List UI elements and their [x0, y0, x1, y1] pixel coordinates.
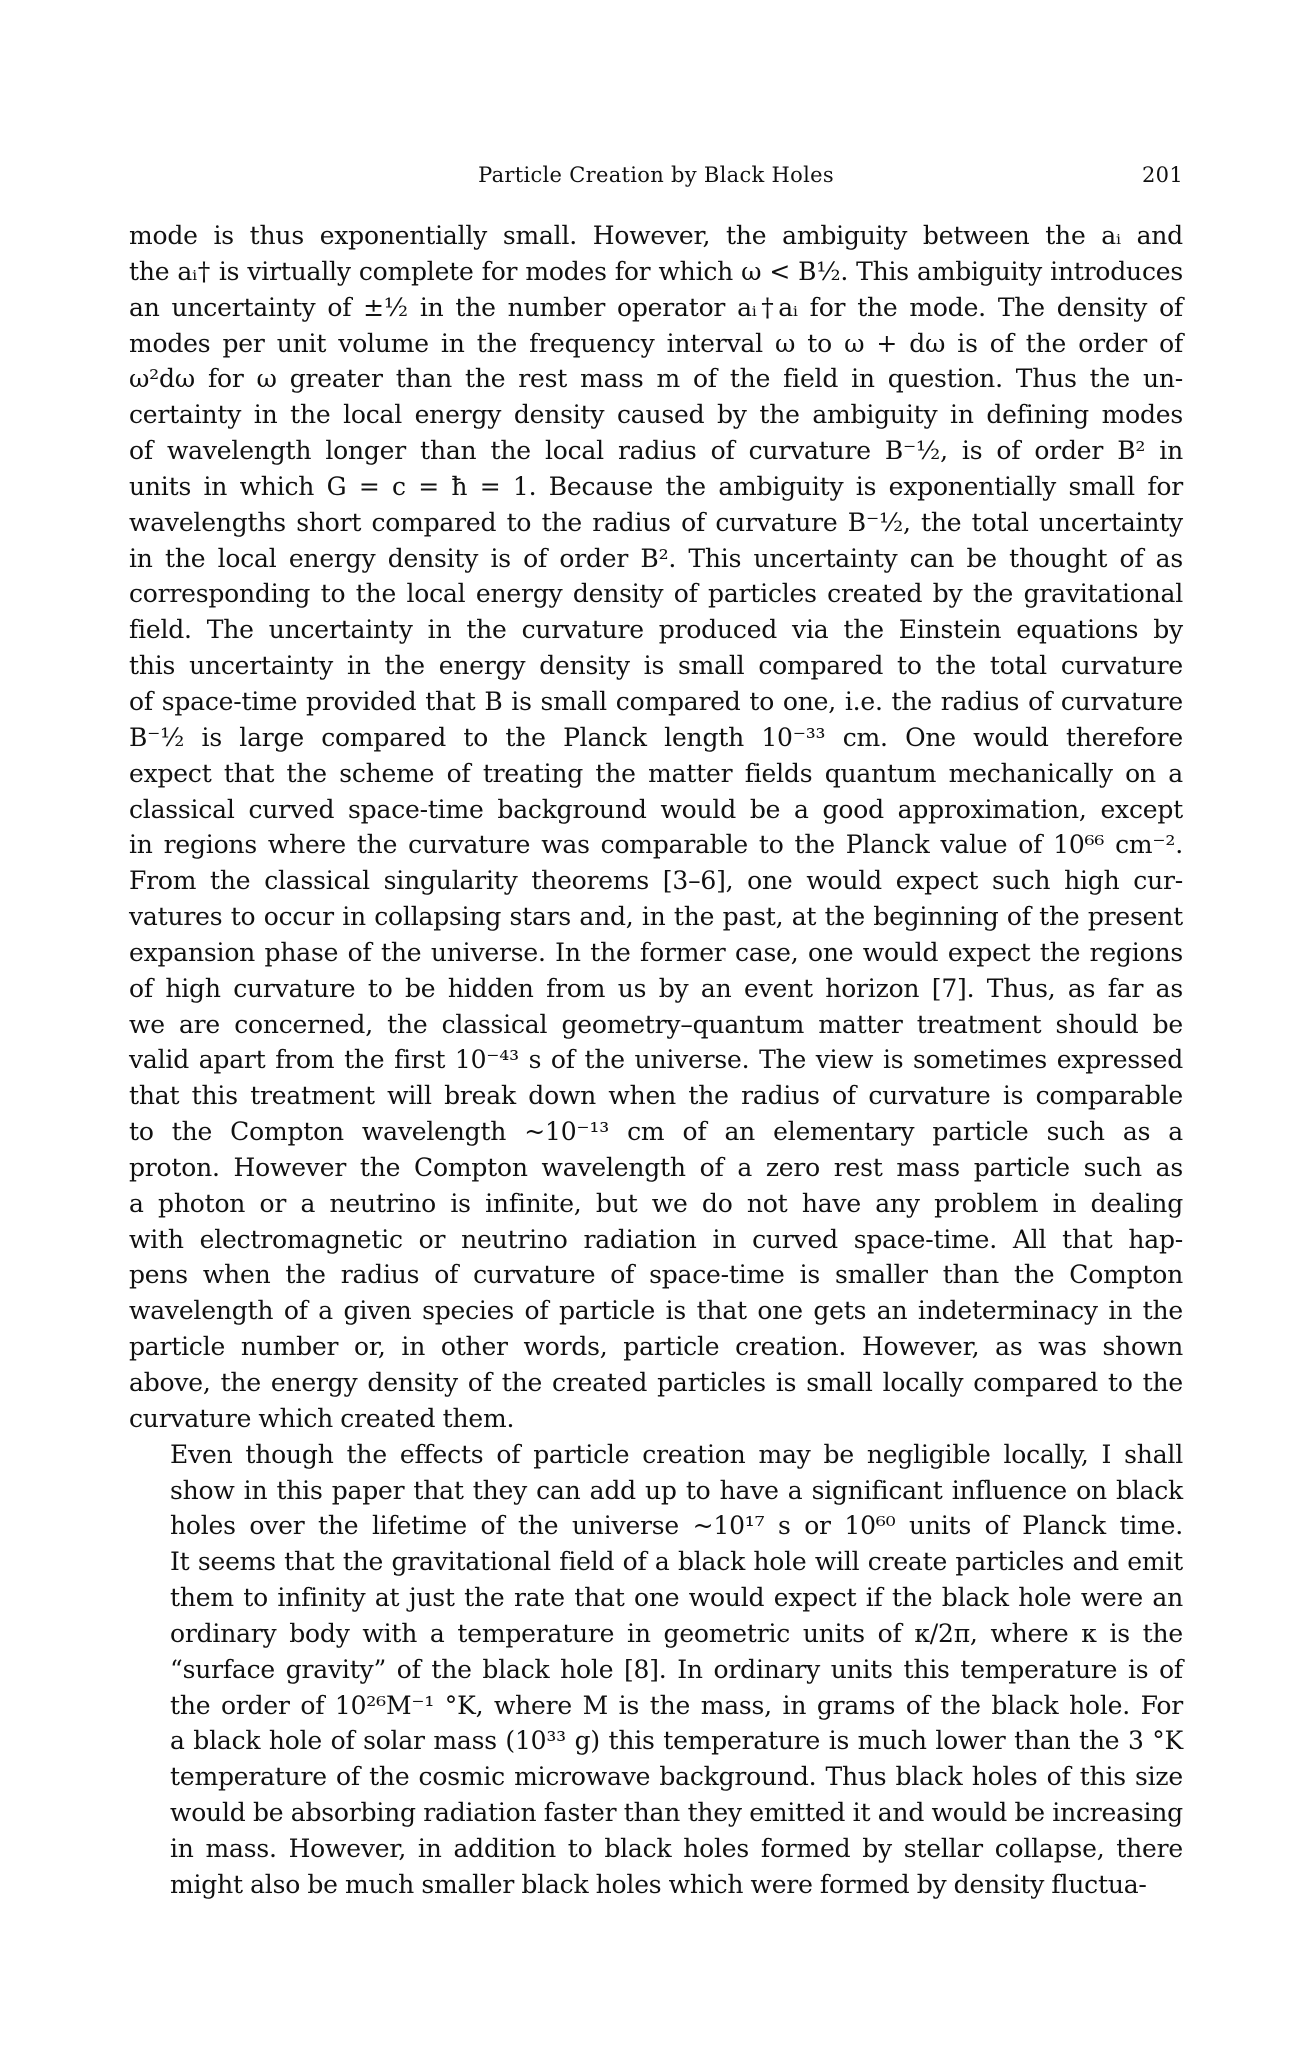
text-line: B⁻½ is large compared to the Planck length 10⁻³³ cm. One would therefore	[129, 722, 1183, 752]
running-header	[129, 163, 1183, 203]
text-line: the order of 10²⁶M⁻¹ °K, where M is the mass, in grams of the black hole. For	[170, 1690, 1183, 1720]
text-line: From the classical singularity theorems [3–6], one would expect such high cur-	[129, 866, 1183, 896]
text-line: would be absorbing radiation faster than they emitted it and would be increasing	[170, 1798, 1183, 1828]
text-line: valid apart from the first 10⁻⁴³ s of the universe. The view is sometimes expressed	[129, 1045, 1183, 1075]
text-line: units in which G = c = ħ = 1. Because the ambiguity is exponentially small for	[129, 471, 1183, 501]
text-line: show in this paper that they can add up to have a significant influence on black	[170, 1475, 1183, 1505]
text-line: in mass. However, in addition to black holes formed by stellar collapse, there	[170, 1833, 1183, 1863]
page-number: 201	[1142, 163, 1183, 187]
text-line: expansion phase of the universe. In the former case, one would expect the regions	[129, 937, 1183, 967]
text-line: a black hole of solar mass (10³³ g) this temperature is much lower than the 3 °K	[170, 1726, 1183, 1756]
text-line: curvature which created them.	[129, 1403, 515, 1433]
text-line: them to infinity at just the rate that one would expect if the black hole were an	[170, 1583, 1183, 1613]
text-line: field. The uncertainty in the curvature produced via the Einstein equations by	[129, 615, 1183, 645]
text-line: wavelength of a given species of particle is that one gets an indeterminacy in the	[129, 1296, 1183, 1326]
text-line: ω²dω for ω greater than the rest mass m of the field in question. Thus the un-	[129, 364, 1183, 394]
text-line: It seems that the gravitational field of a black hole will create particles and emit	[170, 1547, 1183, 1577]
text-line: an uncertainty of ±½ in the number operator aᵢ†aᵢ for the mode. The density of	[129, 292, 1183, 322]
text-line: ordinary body with a temperature in geometric units of κ/2π, where κ is the	[170, 1618, 1183, 1648]
text-line: of space-time provided that B is small compared to one, i.e. the radius of curvature	[129, 686, 1183, 716]
text-line: certainty in the local energy density caused by the ambiguity in defining modes	[129, 400, 1183, 430]
paragraph	[129, 1437, 1183, 1903]
text-line: modes per unit volume in the frequency interval ω to ω + dω is of the order of	[129, 328, 1183, 358]
text-line: holes over the lifetime of the universe ~10¹⁷ s or 10⁶⁰ units of Planck time.	[170, 1511, 1183, 1541]
text-line: in the local energy density is of order B². This uncertainty can be thought of as	[129, 543, 1183, 573]
text-line: particle number or, in other words, particle creation. However, as was shown	[129, 1332, 1183, 1362]
text-line: that this treatment will break down when the radius of curvature is comparable	[129, 1081, 1183, 1111]
paragraph	[129, 218, 1183, 1437]
running-title: Particle Creation by Black Holes	[478, 163, 834, 187]
text-line: in regions where the curvature was comparable to the Planck value of 10⁶⁶ cm⁻².	[129, 830, 1183, 860]
text-line: above, the energy density of the created particles is small locally compared to the	[129, 1368, 1183, 1397]
body-text	[129, 218, 1183, 1903]
text-line: the aᵢ† is virtually complete for modes for which ω < B½. This ambiguity introduces	[129, 256, 1183, 286]
text-line: of wavelength longer than the local radius of curvature B⁻½, is of order B² in	[129, 436, 1183, 466]
text-line: to the Compton wavelength ~10⁻¹³ cm of an elementary particle such as a	[129, 1117, 1183, 1147]
text-line: expect that the scheme of treating the matter fields quantum mechanically on a	[129, 758, 1183, 788]
text-line: corresponding to the local energy density of particles created by the gravitational	[129, 579, 1183, 609]
text-line: temperature of the cosmic microwave background. Thus black holes of this size	[170, 1762, 1183, 1792]
text-line: with electromagnetic or neutrino radiation in curved space-time. All that hap-	[129, 1224, 1183, 1254]
text-line: pens when the radius of curvature of space-time is smaller than the Compton	[129, 1260, 1183, 1290]
text-line: of high curvature to be hidden from us by an event horizon [7]. Thus, as far as	[129, 973, 1183, 1003]
text-line: proton. However the Compton wavelength of a zero rest mass particle such as	[129, 1152, 1183, 1182]
text-line: “surface gravity” of the black hole [8]. In ordinary units this temperature is of	[170, 1654, 1183, 1684]
text-line: this uncertainty in the energy density is small compared to the total curvature	[129, 651, 1183, 681]
text-line: vatures to occur in collapsing stars and, in the past, at the beginning of the present	[129, 902, 1183, 932]
text-line: mode is thus exponentially small. However, the ambiguity between the aᵢ and	[129, 221, 1183, 250]
text-line: might also be much smaller black holes which were formed by density fluctua-	[170, 1869, 1147, 1899]
text-line: wavelengths short compared to the radius of curvature B⁻½, the total uncertainty	[129, 507, 1183, 537]
text-line: classical curved space-time background would be a good approximation, except	[129, 794, 1183, 824]
text-line: a photon or a neutrino is infinite, but we do not have any problem in dealing	[129, 1188, 1183, 1218]
text-line: we are concerned, the classical geometry–quantum matter treatment should be	[129, 1009, 1183, 1039]
text-line: Even though the effects of particle creation may be negligible locally, I shall	[170, 1439, 1183, 1469]
